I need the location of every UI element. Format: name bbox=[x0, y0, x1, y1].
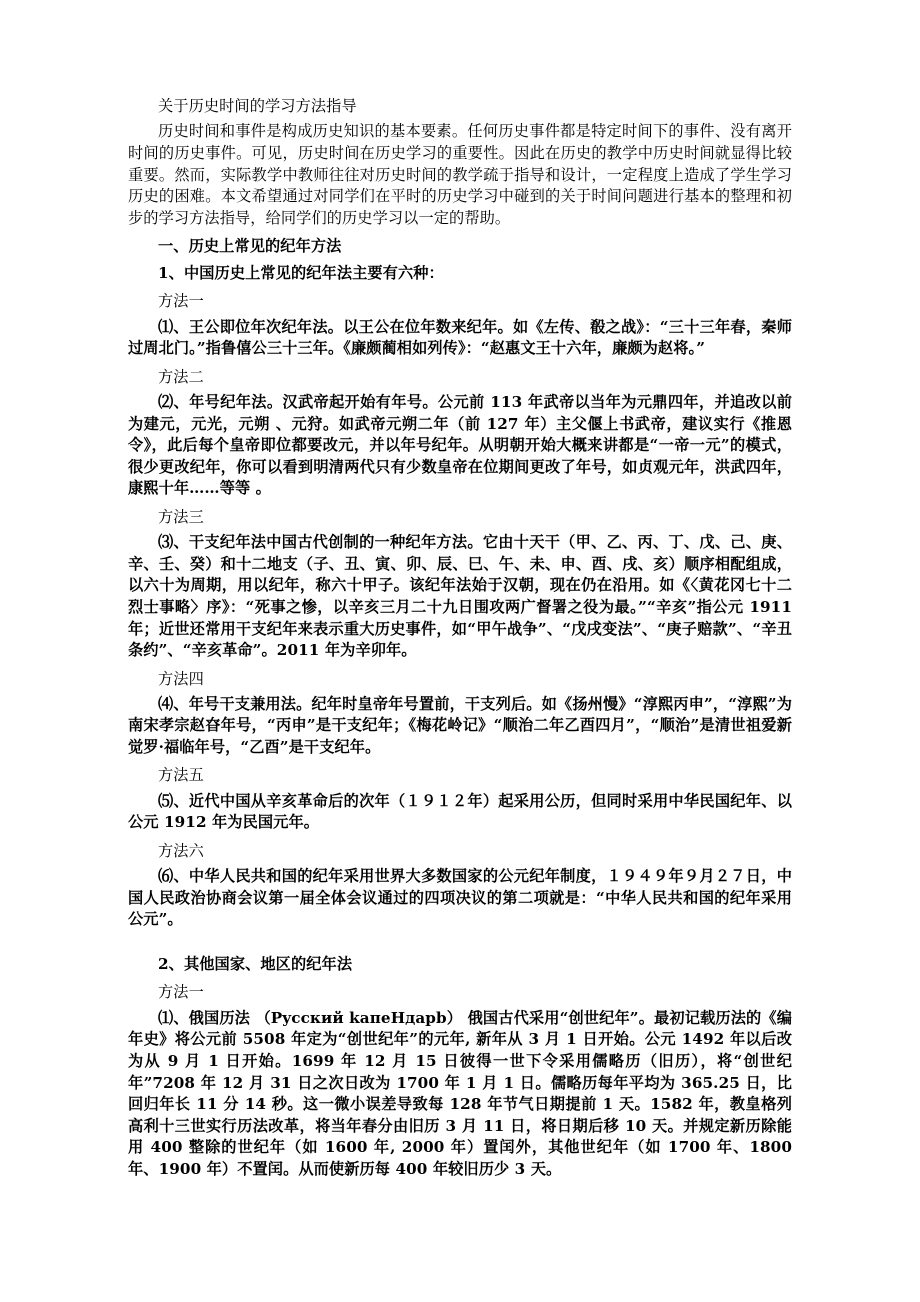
method-2-text-1: ⑴、俄国历法 （Pyccкий kaпeHдapb） 俄国古代采用“创世纪年”。最初记载历法的《编年史》将公元前 5508 年定为“创世纪年”的元年, 新年从 3 月 1 日开始。公元 1492 年以后改为从 9 月 1 日开始。1699 年 12 月 15 日彼得一世下令采用儒略历（旧历），将“创世纪年”7208 年 12 月 31 日之次日改为 1700 年 1 月 1 日。儒略历每年平均为 365.25 日，比回归年长 11 分 14 秒。这一微小误差导致每 128 年节气日期提前 1 天。1582 年，教皇格列高利十三世实行历法改革，将当年春分由旧历 3 月 11 日，将日期后移 10 天。并规定新历除能用 400 整除的世纪年（如 1600 年, 2000 年）置闰外，其他世纪年（如 1700 年、1800 年、1900 年）不置闰。从而使新历每 400 年较旧历少 3 天。 bbox=[128, 1008, 792, 1178]
section-spacer bbox=[128, 935, 792, 949]
method-text-4: ⑷、年号干支兼用法。纪年时皇帝年号置前，干支列后。如《扬州慢》“淳熙丙申”，“淳熙”为南宋孝宗赵昚年号，“丙申”是干支纪年；《梅花岭记》“顺治二年乙酉四月”，“顺治”是清世祖爱新觉罗·福临年号，“乙酉”是干支纪年。 bbox=[128, 694, 792, 757]
section-1-subheading: 1、中国历史上常见的纪年法主要有六种： bbox=[158, 263, 444, 282]
section-2-subheading: 2、其他国家、地区的纪年法 bbox=[158, 955, 353, 974]
method-text-5: ⑸、近代中国从辛亥革命后的次年（１９１２年）起采用公历，但同时采用中华民国纪年、以公元 1912 年为民国元年。 bbox=[128, 791, 792, 832]
method-text-3: ⑶、干支纪年法中国古代创制的一种纪年方法。它由十天干（甲、乙、丙、丁、戊、己、庚、辛、壬、癸）和十二地支（子、丑、寅、卯、辰、巳、午、未、申、酉、戌、亥）顺序相配组成，以六十为周期，用以纪年，称六十甲子。该纪年法始于汉朝，现在仍在沿用。如《〈黄花冈七十二烈士事略〉序》：“死事之惨，以辛亥三月二十九日围攻两广督署之役为最。”“辛亥”指公元 1911 年；近世还常用干支纪年来表示重大历史事件，如“甲午战争”、“戊戌变法”、“庚子赔款”、“辛丑条约”、“辛亥革命”。2011 年为辛卯年。 bbox=[128, 533, 792, 660]
intro-paragraph: 历史时间和事件是构成历史知识的基本要素。任何历史事件都是特定时间下的事件、没有离开时间的历史事件。可见，历史时间在历史学习的重要性。因此在历史的教学中历史时间就显得比较重要。然而，实际教学中教师往往对历史时间的教学疏于指导和设计，一定程度上造成了学生学习历史的困难。本文希望通过对同学们在平时的历史学习中碰到的关于时间问题进行基本的整理和初步的学习方法指导，给同学们的历史学习以一定的帮助。 bbox=[128, 122, 792, 227]
method-2-label-1: 方法一 bbox=[158, 983, 204, 1002]
method-text-1: ⑴、王公即位年次纪年法。以王公在位年数来纪年。如《左传、殽之战》：“三十三年春，秦师过周北门。”指鲁僖公三十三年。《廉颇蔺相如列传》：“赵惠文王十六年，廉颇为赵将。” bbox=[128, 317, 792, 358]
document-body bbox=[128, 96, 792, 1180]
section-1-heading: 一、历史上常见的纪年方法 bbox=[158, 237, 342, 256]
method-label-3: 方法三 bbox=[158, 507, 204, 526]
method-label-5: 方法五 bbox=[158, 766, 204, 785]
method-label-1: 方法一 bbox=[158, 292, 204, 311]
method-label-2: 方法二 bbox=[158, 367, 204, 386]
document-title: 关于历史时间的学习方法指导 bbox=[158, 97, 357, 115]
method-text-6: ⑹、中华人民共和国的纪年采用世界大多数国家的公元纪年制度，１９４９年９月２７日，中国人民政治协商会议第一届全体会议通过的四项决议的第二项就是：“中华人民共和国的纪年采用公元”。 bbox=[128, 867, 792, 929]
method-text-2: ⑵、年号纪年法。汉武帝起开始有年号。公元前 113 年武帝以当年为元鼎四年，并追改以前为建元，元光，元朔 、元狩。如武帝元朔二年（前 127 年）主父偃上书武帝，建议实行《推恩令》，此后每个皇帝即位都要改元，并以年号纪年。从明朝开始大概来讲都是“一帝一元”的模式，很少更改纪年，你可以看到明清两代只有少数皇帝在位期间更改了年号，如贞观元年，洪武四年，康熙十年……等等 。 bbox=[128, 393, 792, 498]
method-label-6: 方法六 bbox=[158, 841, 204, 860]
method-label-4: 方法四 bbox=[158, 669, 204, 688]
